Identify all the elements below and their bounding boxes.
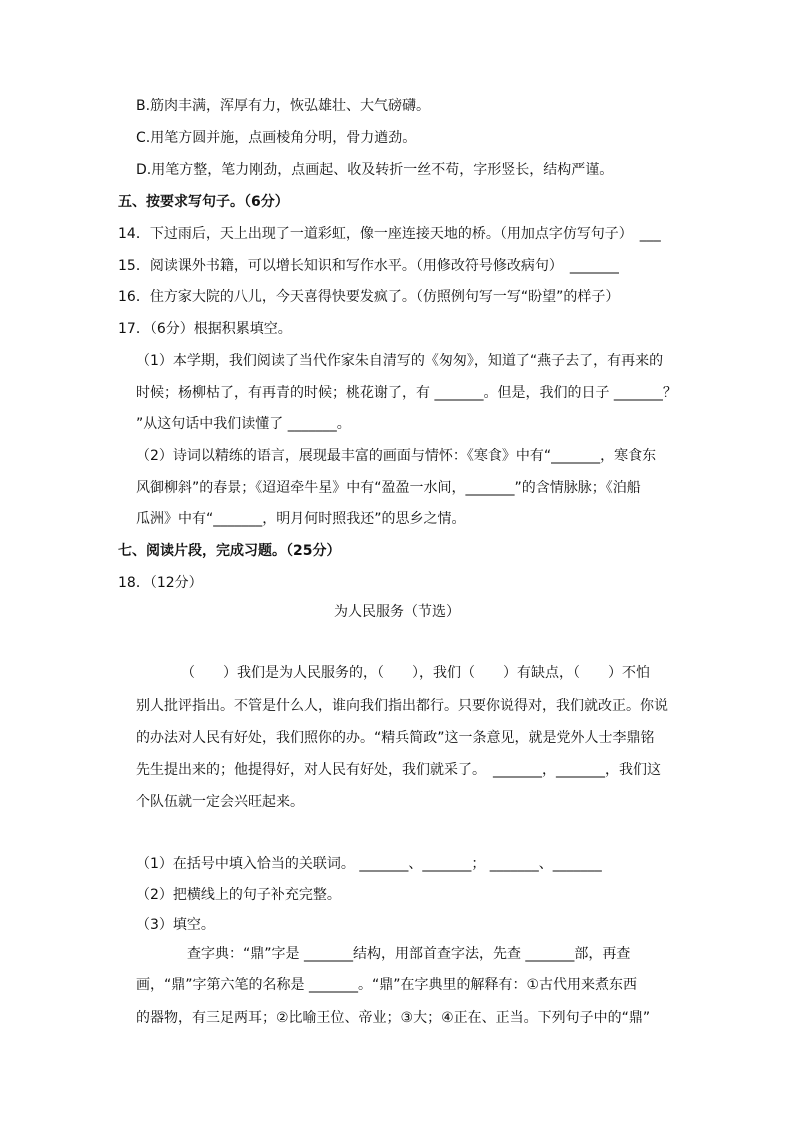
passage-line-1: （ ）我们是为人民服务的，（ ），我们（ ）有缺点，（ ）不怕 <box>181 665 650 681</box>
section-seven-heading: 七、阅读片段，完成习题。（25分） <box>118 543 341 559</box>
passage-line-2: 别人批评指出。不管是什么人，谁向我们指出都行。只要你说得对，我们就改正。你说 <box>136 698 668 714</box>
question-18-part-1: （1）在括号中填入恰当的关联词。 _______、_______； _______、_______ <box>136 856 602 872</box>
dictionary-question-line-2: 画，“鼎”字第六笔的名称是 _______。“鼎”在字典里的解释有：①古代用来煮东西 <box>136 977 638 993</box>
question-17-part-2: （2）诗词以精练的语言，展现最丰富的画面与情怀：《寒食》中有“_______，寒食东 <box>136 448 657 464</box>
option-d: D.用笔方整，笔力刚劲，点画起、收及转折一丝不苟，字形竖长，结构严谨。 <box>136 162 614 178</box>
option-c: C.用笔方圆并施，点画棱角分明，骨力遒劲。 <box>136 130 417 146</box>
question-17-part-2-line-2: 风御柳斜”的春景；《迢迢牵牛星》中有“盈盈一水间，_______”的含情脉脉；《泊船 <box>136 480 641 496</box>
question-18-part-3: （3）填空。 <box>136 917 215 933</box>
question-14: 14．下过雨后，天上出现了一道彩虹，像一座连接天地的桥。（用加点字仿写句子） ___ <box>118 226 661 242</box>
question-16: 16．住方家大院的八儿，今天喜得快要发疯了。（仿照例句写一写“盼望”的样子） <box>118 289 620 305</box>
dictionary-question-line-1: 查字典：“鼎”字是 _______结构，用部首查字法，先查 _______部，再查 <box>187 946 631 962</box>
passage-title: 为人民服务（节选） <box>334 604 460 620</box>
question-17-part-1: （1）本学期，我们阅读了当代作家朱自清写的《匆匆》，知道了“燕子去了，有再来的 <box>136 353 664 369</box>
question-18-part-2: （2）把横线上的句子补充完整。 <box>136 887 341 903</box>
passage-line-5: 个队伍就一定会兴旺起来。 <box>136 794 304 810</box>
passage-line-3: 的办法对人民有好处，我们照你的办。“精兵简政”这一条意见，就是党外人士李鼎铭 <box>136 730 655 746</box>
passage-line-4: 先生提出来的；他提得好，对人民有好处，我们就采了。 _______，_______，我们这 <box>136 762 661 778</box>
question-15: 15．阅读课外书籍，可以增长知识和写作水平。（用修改符号修改病句） _______ <box>118 258 619 274</box>
question-18: 18．（12分） <box>118 575 203 591</box>
section-five-heading: 五、按要求写句子。（6分） <box>118 194 289 210</box>
question-17-part-1-line-2: 时候；杨柳枯了，有再青的时候；桃花谢了，有 _______。但是，我们的日子 _______？ <box>136 385 677 401</box>
question-17-part-2-line-3: 瓜洲》中有“_______，明月何时照我还”的思乡之情。 <box>136 511 466 527</box>
question-17: 17．（6分）根据积累填空。 <box>118 321 292 337</box>
option-b: B.筋肉丰满，浑厚有力，恢弘雄壮、大气磅礴。 <box>136 98 431 114</box>
dictionary-question-line-3: 的器物，有三足两耳；②比喻王位、帝业；③大；④正在、正当。下列句子中的“鼎” <box>136 1010 651 1026</box>
question-17-part-1-line-3: ”从这句话中我们读懂了 _______。 <box>136 416 351 432</box>
